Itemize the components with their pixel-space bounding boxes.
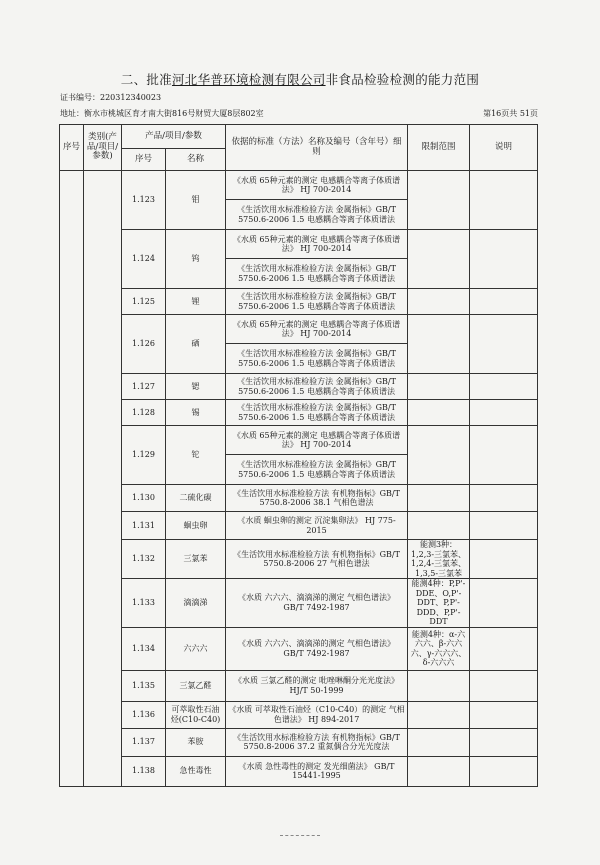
table-row	[60, 426, 538, 455]
item-number: 1.134	[122, 627, 166, 670]
col-seq-header: 序号	[60, 125, 84, 171]
table-row	[60, 230, 538, 259]
note-cell	[470, 171, 538, 230]
item-number: 1.124	[122, 230, 166, 289]
item-name: 三氯乙醛	[166, 670, 226, 701]
table-row	[60, 315, 538, 344]
limit-cell	[408, 756, 470, 786]
page-title	[0, 70, 600, 88]
standard-cell: 《生活饮用水标准检验方法 金属指标》GB/T 5750.6-2006 1.5 电感耦合等离子体质谱法	[226, 259, 408, 289]
item-number: 1.127	[122, 374, 166, 400]
note-cell	[470, 701, 538, 728]
limit-cell	[408, 485, 470, 512]
standard-cell: 《生活饮用水标准检验方法 金属指标》GB/T 5750.6-2006 1.5 电感耦合等离子体质谱法	[226, 344, 408, 374]
standard-cell: 《水质 三氯乙醛的测定 吡唑啉酮分光光度法》 HJ/T 50-1999	[226, 670, 408, 701]
category-cell	[84, 171, 122, 787]
table-row	[60, 540, 538, 579]
limit-cell	[408, 512, 470, 540]
title-prefix: 二、批准	[120, 72, 172, 87]
footer-mark	[280, 835, 320, 837]
item-name: 苯胺	[166, 728, 226, 756]
limit-cell: 能测4种：α-六六六、β-六六六、γ-六六六、δ-六六六	[408, 627, 470, 670]
capability-table	[59, 124, 538, 787]
note-cell	[470, 670, 538, 701]
item-number: 1.137	[122, 728, 166, 756]
col-product-header: 产品/项目/参数	[122, 125, 226, 149]
note-cell	[470, 485, 538, 512]
standard-cell: 《水质 65种元素的测定 电感耦合等离子体质谱法》 HJ 700-2014	[226, 171, 408, 200]
table-row	[60, 171, 538, 200]
item-name: 钨	[166, 230, 226, 289]
table-row	[60, 579, 538, 628]
col-standard-header: 依据的标准（方法）名称及编号（含年号）细则	[226, 125, 408, 171]
item-name: 蛔虫卵	[166, 512, 226, 540]
table-row	[60, 701, 538, 728]
item-number: 1.132	[122, 540, 166, 579]
standard-cell: 《生活饮用水标准检验方法 有机物指标》GB/T 5750.8-2006 38.1 气相色谱法	[226, 485, 408, 512]
item-number: 1.129	[122, 426, 166, 485]
limit-cell	[408, 171, 470, 230]
table-row	[60, 512, 538, 540]
col-name-header: 名称	[166, 149, 226, 171]
limit-cell	[408, 400, 470, 426]
table-row	[60, 289, 538, 315]
limit-cell	[408, 315, 470, 374]
note-cell	[470, 756, 538, 786]
item-number: 1.126	[122, 315, 166, 374]
address-text: 地址：衡水市桃城区育才南大街816号财贸大厦8层802室	[60, 109, 264, 118]
table-row	[60, 627, 538, 670]
item-number: 1.123	[122, 171, 166, 230]
item-name: 三氯苯	[166, 540, 226, 579]
limit-cell	[408, 426, 470, 485]
limit-cell	[408, 670, 470, 701]
note-cell	[470, 374, 538, 400]
item-name: 锡	[166, 400, 226, 426]
standard-cell: 《水质 65种元素的测定 电感耦合等离子体质谱法》 HJ 700-2014	[226, 315, 408, 344]
item-number: 1.136	[122, 701, 166, 728]
note-cell	[470, 315, 538, 374]
standard-cell: 《水质 可萃取性石油烃（C10-C40）的测定 气相色谱法》 HJ 894-2017	[226, 701, 408, 728]
standard-cell: 《生活饮用水标准检验方法 金属指标》GB/T 5750.6-2006 1.5 电感耦合等离子体质谱法	[226, 289, 408, 315]
table-row	[60, 670, 538, 701]
note-cell	[470, 540, 538, 579]
item-number: 1.128	[122, 400, 166, 426]
limit-cell: 能测4种：P,P'-DDE、O,P'-DDT、P,P'-DDD、P,P'-DDT	[408, 579, 470, 628]
item-name: 锶	[166, 374, 226, 400]
address-line	[60, 108, 538, 119]
table-row	[60, 756, 538, 786]
table-row	[60, 728, 538, 756]
item-number: 1.131	[122, 512, 166, 540]
table-body	[60, 171, 538, 787]
limit-cell: 能测3种：1,2,3-三氯苯、1,2,4-三氯苯、1,3,5-三氯苯	[408, 540, 470, 579]
note-cell	[470, 400, 538, 426]
standard-cell: 《生活饮用水标准检验方法 金属指标》GB/T 5750.6-2006 1.5 电感耦合等离子体质谱法	[226, 455, 408, 485]
note-cell	[470, 426, 538, 485]
item-name: 钼	[166, 171, 226, 230]
table-row	[60, 400, 538, 426]
limit-cell	[408, 289, 470, 315]
item-name: 硒	[166, 315, 226, 374]
standard-cell: 《水质 急性毒性的测定 发光细菌法》 GB/T 15441-1995	[226, 756, 408, 786]
standard-cell: 《生活饮用水标准检验方法 金属指标》GB/T 5750.6-2006 1.5 电感耦合等离子体质谱法	[226, 374, 408, 400]
item-name: 急性毒性	[166, 756, 226, 786]
note-cell	[470, 512, 538, 540]
note-cell	[470, 289, 538, 315]
col-note-header: 说明	[470, 125, 538, 171]
table-row	[60, 374, 538, 400]
item-name: 滴滴涕	[166, 579, 226, 628]
limit-cell	[408, 701, 470, 728]
col-category-header: 类别(产品/项目/参数)	[84, 125, 122, 171]
note-cell	[470, 230, 538, 289]
note-cell	[470, 728, 538, 756]
title-company: 河北华普环境检测有限公司	[171, 72, 326, 87]
seq-cell	[60, 171, 84, 787]
title-suffix: 非食品检验检测的能力范围	[325, 72, 480, 87]
item-name: 二硫化碳	[166, 485, 226, 512]
col-subseq-header: 序号	[122, 149, 166, 171]
standard-cell: 《水质 65种元素的测定 电感耦合等离子体质谱法》 HJ 700-2014	[226, 230, 408, 259]
item-name: 锂	[166, 289, 226, 315]
standard-cell: 《生活饮用水标准检验方法 有机物指标》GB/T 5750.8-2006 37.2 重氮偶合分光光度法	[226, 728, 408, 756]
item-number: 1.138	[122, 756, 166, 786]
standard-cell: 《水质 蛔虫卵的测定 沉淀集卵法》 HJ 775-2015	[226, 512, 408, 540]
page-number: 第16页共 51页	[483, 109, 538, 118]
standard-cell: 《水质 六六六、滴滴涕的测定 气相色谱法》 GB/T 7492-1987	[226, 627, 408, 670]
item-number: 1.135	[122, 670, 166, 701]
certificate-number: 证书编号：220312340023	[60, 93, 162, 102]
limit-cell	[408, 728, 470, 756]
standard-cell: 《水质 六六六、滴滴涕的测定 气相色谱法》 GB/T 7492-1987	[226, 579, 408, 628]
standard-cell: 《生活饮用水标准检验方法 有机物指标》GB/T 5750.8-2006 27 气相色谱法	[226, 540, 408, 579]
item-name: 六六六	[166, 627, 226, 670]
standard-cell: 《水质 65种元素的测定 电感耦合等离子体质谱法》 HJ 700-2014	[226, 426, 408, 455]
col-limit-header: 限制范围	[408, 125, 470, 171]
item-number: 1.133	[122, 579, 166, 628]
note-cell	[470, 579, 538, 628]
limit-cell	[408, 230, 470, 289]
item-number: 1.125	[122, 289, 166, 315]
item-name: 可萃取性石油烃(C10-C40)	[166, 701, 226, 728]
limit-cell	[408, 374, 470, 400]
item-name: 铊	[166, 426, 226, 485]
standard-cell: 《生活饮用水标准检验方法 金属指标》GB/T 5750.6-2006 1.5 电感耦合等离子体质谱法	[226, 400, 408, 426]
standard-cell: 《生活饮用水标准检验方法 金属指标》GB/T 5750.6-2006 1.5 电感耦合等离子体质谱法	[226, 200, 408, 230]
item-number: 1.130	[122, 485, 166, 512]
note-cell	[470, 627, 538, 670]
table-row	[60, 485, 538, 512]
